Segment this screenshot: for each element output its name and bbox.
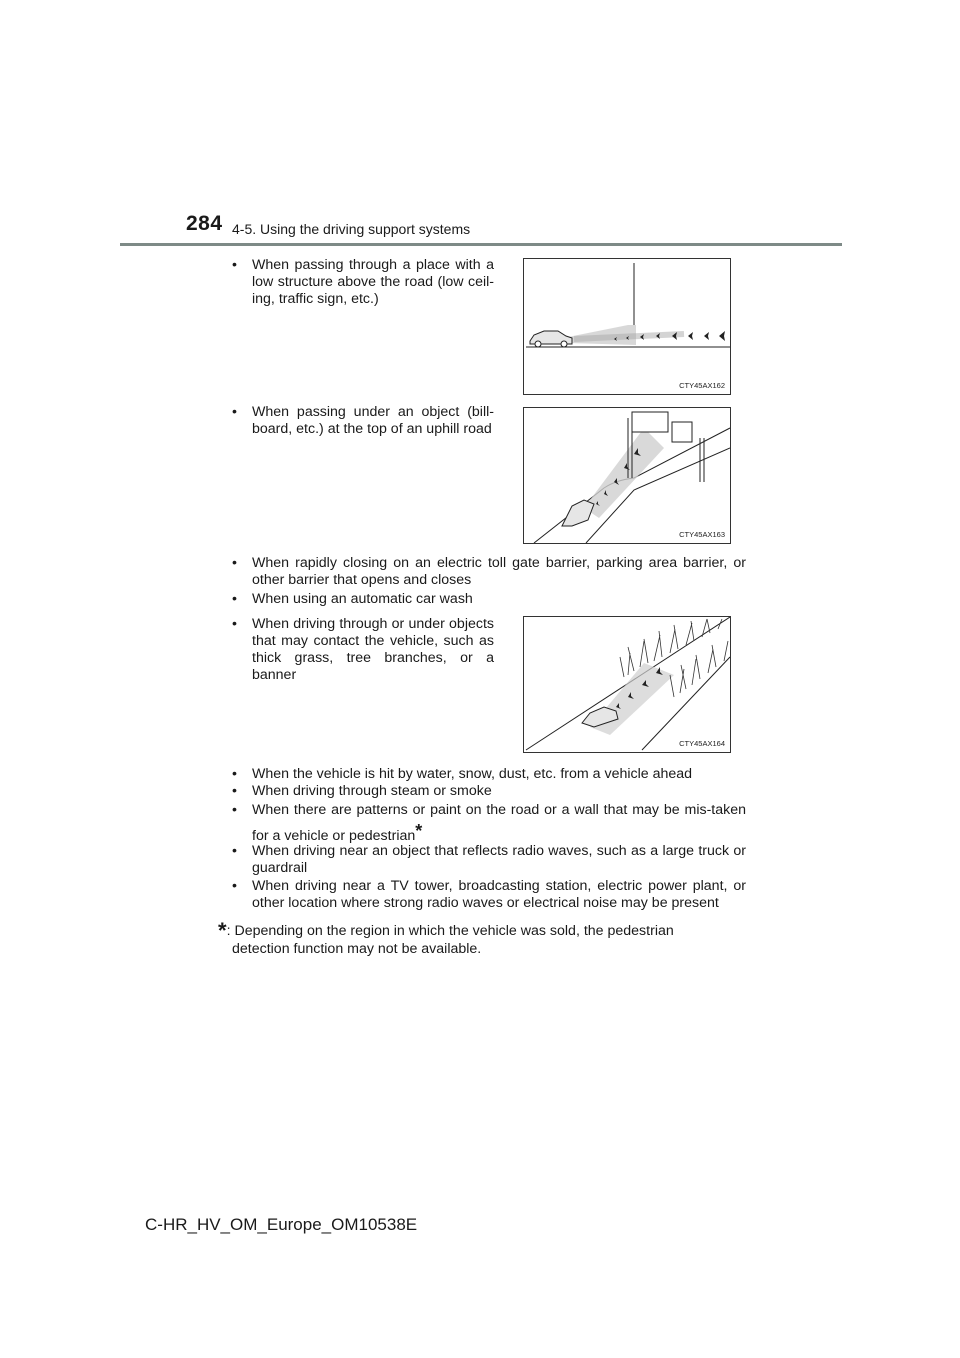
bullet-marker: • [232,783,237,799]
list-item-text: When driving near a TV tower, broadcasting station, electric power plant, or other location where strong radio waves or electrical noise may be present [252,878,746,911]
bullet-marker: • [232,404,237,420]
figure-low-structure [523,258,731,395]
car-icon [562,500,594,526]
figure-code: CTY45AX162 [679,381,725,390]
figure-uphill-billboard [523,407,731,544]
bullet-marker: • [232,802,237,818]
low-structure-illustration [524,259,730,394]
list-item-text: When rapidly closing on an electric toll gate barrier, parking area barrier, or other barrier that opens and closes [252,555,746,588]
footnote [218,918,746,958]
footnote-text-line2: detection function may not be available. [232,941,482,957]
list-item [232,766,746,783]
bullet-marker: • [232,766,237,782]
list-item-text: When driving through steam or smoke [252,783,492,799]
list-item [232,591,746,608]
list-item-text: When passing under an object (bill-board, etc.) at the top of an uphill road [252,404,494,437]
list-item-text: When driving through or under objects that may contact the vehicle, such as thick grass, tree branches, or a banner [252,616,494,683]
figure-code: CTY45AX164 [679,739,725,748]
list-item [232,843,746,877]
list-item-text: When passing through a place with a low structure above the road (low ceil-ing, traffic sign, etc.) [252,257,494,307]
figure-thick-grass [523,616,731,753]
uphill-billboard-illustration [524,408,730,543]
list-item [232,783,746,800]
figure-code: CTY45AX163 [679,530,725,539]
section-title: 4-5. Using the driving support systems [232,221,471,237]
list-item-text: When there are patterns or paint on the road or a wall that may be mis-taken for a vehicle or pedestrian [252,802,746,844]
document-id: C-HR_HV_OM_Europe_OM10538E [145,1215,418,1234]
list-item [232,257,494,308]
list-item [232,404,494,438]
list-item [232,616,494,684]
bullet-marker: • [232,616,237,632]
footnote-marker: * [415,821,423,841]
list-item [232,878,746,912]
list-item-text: When using an automatic car wash [252,591,473,607]
bullet-marker: • [232,591,237,607]
header-rule [120,243,842,246]
footnote-marker: * [218,918,227,943]
page-number: 284 [186,212,223,235]
bullet-marker: • [232,843,237,859]
list-item [232,800,746,847]
list-item-text: When driving near an object that reflects radio waves, such as a large truck or guardrail [252,843,746,876]
bullet-marker: • [232,555,237,571]
list-item-text: When the vehicle is hit by water, snow, dust, etc. from a vehicle ahead [252,766,693,782]
car-icon [530,331,572,347]
bullet-marker: • [232,257,237,273]
footnote-text-line1: : Depending on the region in which the vehicle was sold, the pedestrian [226,923,674,939]
thick-grass-illustration [524,617,730,752]
bullet-marker: • [232,878,237,894]
list-item [232,555,746,589]
